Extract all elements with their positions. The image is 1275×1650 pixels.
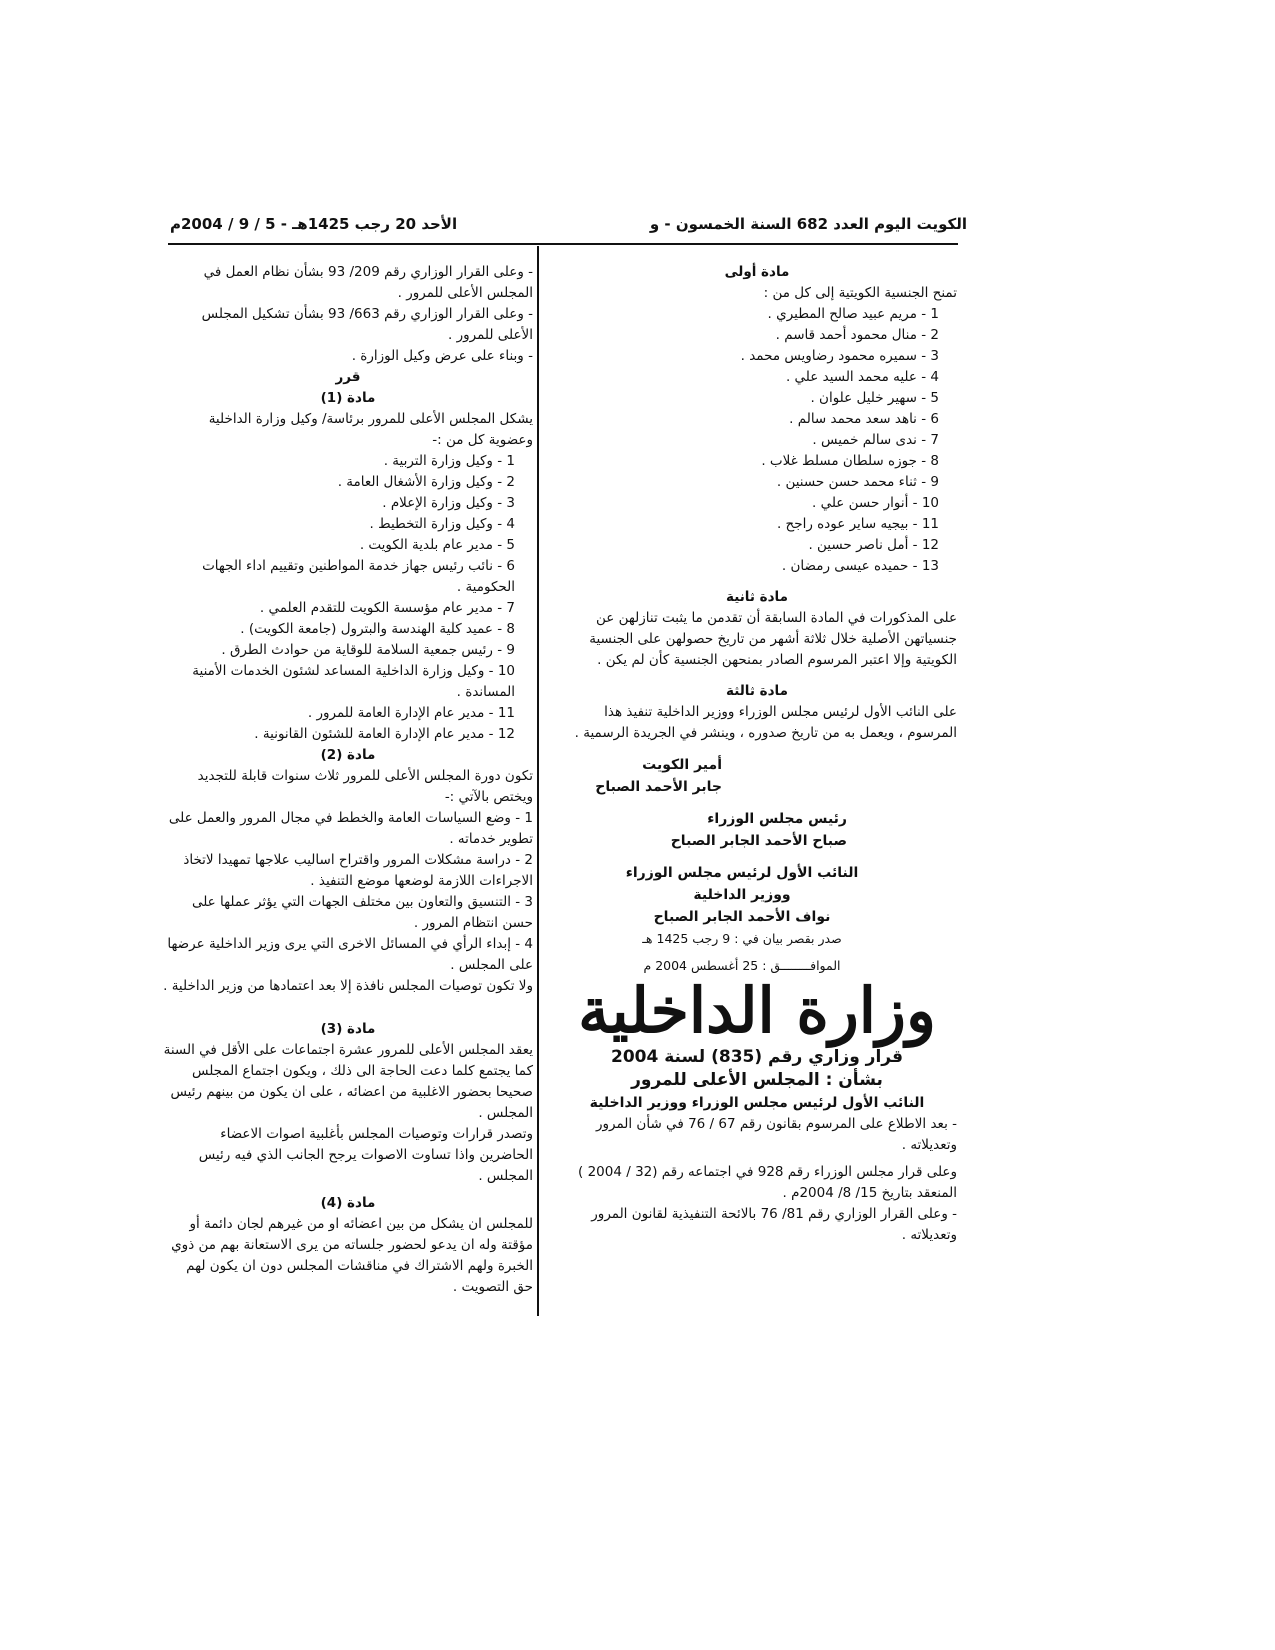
list-item: 5 - مدير عام بلدية الكويت .	[359, 537, 515, 553]
list-item: 2 - منال محمود أحمد قاسم .	[775, 327, 939, 343]
list-item: 8 - جوزه سلطان مسلط غلاب .	[761, 453, 939, 469]
issued-corresponding: الموافــــــــق : 25 أغسطس 2004 م	[643, 958, 841, 973]
preamble-item: - بعد الاطلاع على المرسوم بقانون رقم 67 / 76 في شأن المرور وتعديلاته .	[595, 1116, 957, 1153]
sig-dpm-title2: ووزير الداخلية	[693, 887, 791, 903]
signature-block	[557, 754, 957, 798]
article3-text: على النائب الأول لرئيس مجلس الوزراء ووزير الداخلية تنفيذ هذا المرسوم ، ويعمل به من تاريخ صدوره ، وينشر في الجريدة الرسمية .	[574, 704, 957, 741]
list-item: 1 - مريم عبيد صالح المطيري .	[767, 306, 939, 322]
article1-heading: مادة أولى	[724, 264, 790, 280]
list-item: 7 - ندى سالم خميس .	[812, 432, 939, 448]
header-date: الأحد 20 رجب 1425هـ - 5 / 9 / 2004م	[170, 215, 458, 233]
header-rule	[168, 243, 958, 245]
preamble-item: - وعلى القرار الوزاري رقم 209/ 93 بشأن نظام العمل في المجلس الأعلى للمرور .	[203, 264, 533, 301]
ministry-title: وزارة الداخلية	[578, 974, 936, 1047]
signature-dpm	[557, 862, 957, 976]
left-column	[163, 262, 533, 1298]
list-item: 7 - مدير عام مؤسسة الكويت للتقدم العلمي .	[259, 600, 515, 616]
art2-heading: مادة (2)	[320, 747, 376, 763]
decree-issuer: النائب الأول لرئيس مجلس الوزراء ووزير الداخلية	[589, 1095, 925, 1111]
preamble-item: - وبناء على عرض وكيل الوزارة .	[351, 348, 533, 364]
list-item: 5 - سهير خليل علوان .	[810, 390, 939, 406]
article2-heading: مادة ثانية	[726, 589, 788, 605]
list-item: 10 - أنوار حسن علي .	[811, 495, 939, 511]
list-item: 8 - عميد كلية الهندسة والبترول (جامعة الكويت) .	[240, 621, 515, 637]
list-item: 1 - وضع السياسات العامة والخطط في مجال المرور والعمل على تطوير خدماته .	[168, 810, 533, 847]
decree-subject: بشأن : المجلس الأعلى للمرور	[631, 1070, 883, 1090]
decided-heading: قرر	[335, 369, 361, 385]
art3-text: وتصدر قرارات وتوصيات المجلس بأغلبية اصوات الاعضاء الحاضرين واذا تساوت الاصوات يرجح الجانب الذي فيه رئيس المجلس .	[198, 1126, 533, 1184]
art4-heading: مادة (4)	[320, 1195, 376, 1211]
right-column	[557, 262, 957, 1246]
list-item: 6 - ناهد سعد محمد سالم .	[789, 411, 939, 427]
art1-heading: مادة (1)	[320, 390, 376, 406]
list-item: 11 - مدير عام الإدارة العامة للمرور .	[307, 705, 515, 721]
list-item: 9 - ثناء محمد حسن حسنين .	[776, 474, 939, 490]
article1-intro: تمنح الجنسية الكويتية إلى كل من :	[763, 285, 957, 301]
sig-pm-name: صباح الأحمد الجابر الصباح	[670, 833, 847, 849]
art2-note: ولا تكون توصيات المجلس نافذة إلا بعد اعتمادها من وزير الداخلية .	[163, 978, 533, 994]
art4-text: للمجلس ان يشكل من بين اعضائه او من غيرهم لجان دائمة أو مؤقتة وله ان يدعو لحضور جلساته من يرى الاستعانة بهم من ذوي الخبرة ولهم الاشتراك في مناقشات المجلس دون ان يكون لهم حق التصويت .	[171, 1216, 533, 1295]
art3-text: يعقد المجلس الأعلى للمرور عشرة اجتماعات على الأقل في السنة كما يجتمع كلما دعت الحاجة الى ذلك ، ويكون اجتماع المجلس صحيحا بحضور الاغلبية من اعضائه ، على ان يكون من بينهم رئيس المجلس .	[163, 1042, 533, 1121]
list-item: 4 - إبداء الرأي في المسائل الاخرى التي يرى وزير الداخلية عرضها على المجلس .	[167, 936, 533, 973]
sig-emir-title: أمير الكويت	[642, 757, 722, 773]
list-item: 1 - وكيل وزارة التربية .	[383, 453, 515, 469]
sig-dpm-name: نواف الأحمد الجابر الصباح	[653, 909, 831, 925]
list-item: 4 - وكيل وزارة التخطيط .	[369, 516, 515, 532]
art2-intro: تكون دورة المجلس الأعلى للمرور ثلاث سنوات قابلة للتجديد ويختص بالآتي :-	[197, 768, 533, 805]
column-divider	[537, 246, 539, 1316]
decree-title: قرار وزاري رقم (835) لسنة 2004	[610, 1047, 904, 1067]
sig-pm-title: رئيس مجلس الوزراء	[707, 811, 847, 827]
issued-at: صدر بقصر بيان في : 9 رجب 1425 هـ	[642, 931, 842, 946]
list-item: 4 - عليه محمد السيد علي .	[785, 369, 939, 385]
list-item: 3 - وكيل وزارة الإعلام .	[382, 495, 515, 511]
article2-text: على المذكورات في المادة السابقة أن تقدمن ما يثبت تنازلهن عن جنسياتهن الأصلية خلال ثلاثة أشهر من تاريخ حصولهن على الجنسية الكويتية وإلا اعتبر المرسوم الصادر بمنحهن الجنسية كأن لم يكن .	[589, 610, 957, 668]
list-item: 2 - وكيل وزارة الأشغال العامة .	[337, 474, 515, 490]
list-item: 13 - حميده عيسى رمضان .	[781, 558, 939, 574]
art1-intro: يشكل المجلس الأعلى للمرور برئاسة/ وكيل وزارة الداخلية وعضوية كل من :-	[208, 411, 533, 448]
list-item: 3 - التنسيق والتعاون بين مختلف الجهات التي يؤثر عملها على حسن انتظام المرور .	[191, 894, 533, 931]
list-item: 2 - دراسة مشكلات المرور واقتراح اساليب علاجها تمهيدا لاتخاذ الاجراءات اللازمة لوضعها موضع التنفيذ .	[183, 852, 533, 889]
list-item: 12 - أمل ناصر حسين .	[808, 537, 939, 553]
preamble-item: - وعلى القرار الوزاري رقم 663/ 93 بشأن تشكيل المجلس الأعلى للمرور .	[201, 306, 533, 343]
article3-heading: مادة ثالثة	[726, 683, 788, 699]
list-item: 6 - نائب رئيس جهاز خدمة المواطنين وتقييم اداء الجهات الحكومية .	[202, 558, 515, 595]
list-item: 10 - وكيل وزارة الداخلية المساعد لشئون الخدمات الأمنية المساندة .	[192, 663, 515, 700]
list-item: 12 - مدير عام الإدارة العامة للشئون القانونية .	[254, 726, 515, 742]
sig-emir-name: جابر الأحمد الصباح	[595, 779, 722, 795]
preamble-item: وعلى قرار مجلس الوزراء رقم 928 في اجتماعه رقم (32 / 2004 ) المنعقد بتاريخ 15/ 8/ 2004م .	[578, 1164, 957, 1201]
preamble-item: - وعلى القرار الوزاري رقم 81/ 76 بالائحة التنفيذية لقانون المرور وتعديلاته .	[591, 1206, 957, 1243]
signature-pm	[557, 808, 957, 852]
sig-dpm-title: النائب الأول لرئيس مجلس الوزراء	[625, 865, 859, 881]
list-item: 11 - بيجيه ساير عوده راجح .	[776, 516, 939, 532]
list-item: 3 - سميره محمود رضاويس محمد .	[740, 348, 939, 364]
list-item: 9 - رئيس جمعية السلامة للوقاية من حوادث الطرق .	[221, 642, 515, 658]
art3-heading: مادة (3)	[320, 1021, 376, 1037]
header-issue-info: الكويت اليوم العدد 682 السنة الخمسون - و	[649, 215, 967, 233]
